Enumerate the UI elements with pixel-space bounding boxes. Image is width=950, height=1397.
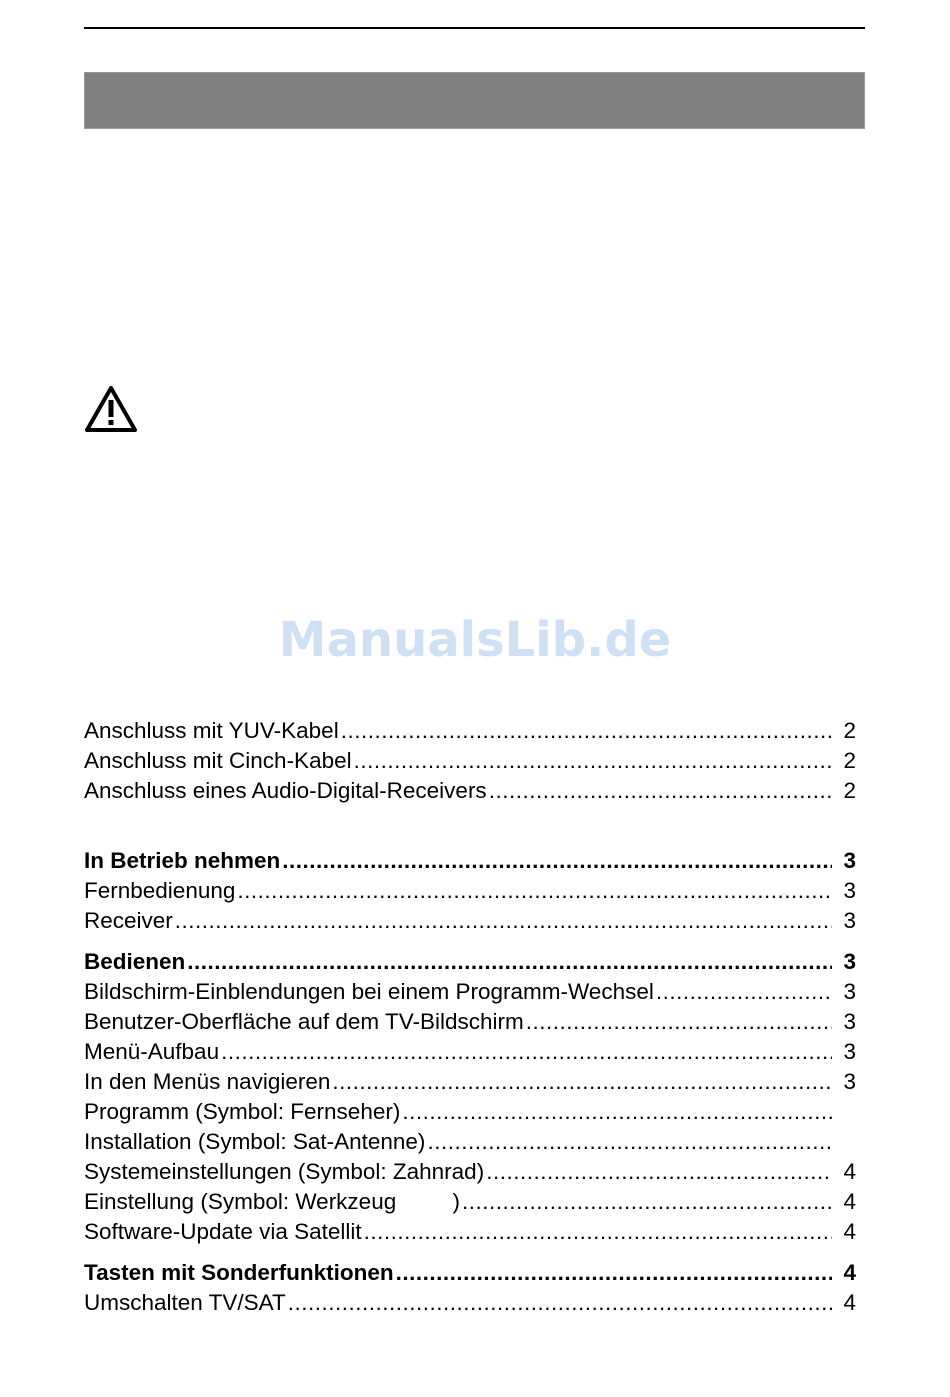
header-band: [84, 72, 865, 129]
toc-entry[interactable]: [84, 1097, 856, 1127]
toc-leader: [187, 947, 832, 977]
toc-entry-title: Systemeinstellungen (Symbol: Zahnrad): [84, 1159, 485, 1184]
toc-entry-title: Anschluss mit Cinch-Kabel: [84, 748, 352, 773]
toc-entry[interactable]: [84, 1288, 856, 1318]
toc-section[interactable]: [84, 846, 856, 876]
toc-leader: [427, 1127, 832, 1157]
toc-leader: [221, 1037, 832, 1067]
toc-entry[interactable]: [84, 876, 856, 906]
toc-entry-page: 3: [843, 1069, 856, 1094]
toc-leader: [402, 1097, 832, 1127]
table-of-contents: [84, 716, 856, 1318]
watermark: ManualsLib.de: [278, 612, 672, 668]
toc-entry-title: Fernbedienung: [84, 878, 236, 903]
spacer: [84, 806, 856, 846]
toc-entry[interactable]: [84, 1157, 856, 1187]
toc-leader: [237, 876, 832, 906]
toc-entry-page: 3: [843, 908, 856, 933]
toc-entry[interactable]: [84, 906, 856, 936]
toc-leader: [332, 1067, 832, 1097]
toc-leader: [288, 1288, 832, 1318]
toc-section[interactable]: [84, 947, 856, 977]
toc-entry-title: Receiver: [84, 908, 173, 933]
toc-entry-title: Installation (Symbol: Sat-Antenne): [84, 1129, 426, 1154]
toc-entry-title: Umschalten TV/SAT: [84, 1290, 286, 1315]
toc-entry-title: Menü-Aufbau: [84, 1039, 220, 1064]
toc-section-title: Bedienen: [84, 949, 186, 974]
toc-section-title: Tasten mit Sonderfunktionen: [84, 1260, 394, 1285]
toc-entry-page: 4: [843, 1189, 856, 1214]
spacer: [84, 1247, 856, 1258]
toc-section-page: 3: [843, 848, 856, 873]
toc-leader: [486, 1157, 832, 1187]
toc-section-title: In Betrieb nehmen: [84, 848, 281, 873]
toc-leader: [175, 906, 832, 936]
toc-leader: [364, 1217, 832, 1247]
warning-icon: [84, 385, 138, 433]
spacer: [84, 936, 856, 947]
toc-leader: [462, 1187, 832, 1217]
toc-entry[interactable]: [84, 1037, 856, 1067]
toc-entry[interactable]: [84, 746, 856, 776]
toc-entry-title: Anschluss mit YUV-Kabel: [84, 718, 339, 743]
toc-entry[interactable]: [84, 977, 856, 1007]
toc-entry-title: Anschluss eines Audio-Digital-Receivers: [84, 778, 487, 803]
toc-entry-title: Benutzer-Oberfläche auf dem TV-Bildschirm: [84, 1009, 524, 1034]
toc-leader: [282, 846, 832, 876]
toc-entry[interactable]: [84, 1067, 856, 1097]
toc-section[interactable]: [84, 1258, 856, 1288]
toc-entry[interactable]: [84, 1187, 856, 1217]
toc-entry[interactable]: [84, 1007, 856, 1037]
toc-entry-page: 4: [843, 1219, 856, 1244]
toc-entry[interactable]: [84, 716, 856, 746]
toc-leader: [396, 1258, 832, 1288]
toc-entry-page: 3: [843, 878, 856, 903]
toc-entry-page: 3: [843, 1009, 856, 1034]
toc-leader: [526, 1007, 832, 1037]
toc-leader: [341, 716, 832, 746]
toc-entry-page: 3: [843, 979, 856, 1004]
toc-entry-title: Software-Update via Satellit: [84, 1219, 362, 1244]
toc-entry[interactable]: [84, 776, 856, 806]
toc-section-page: 3: [843, 949, 856, 974]
toc-entry-page: 4: [843, 1290, 856, 1315]
toc-entry[interactable]: [84, 1127, 856, 1157]
toc-entry-page: 4: [843, 1159, 856, 1184]
toc-entry-title: In den Menüs navigieren: [84, 1069, 331, 1094]
toc-entry-title: Einstellung (Symbol: Werkzeug ): [84, 1189, 460, 1214]
toc-leader: [354, 746, 832, 776]
toc-entry-page: 3: [843, 1039, 856, 1064]
toc-entry-page: 2: [843, 748, 856, 773]
toc-entry-title: Bildschirm-Einblendungen bei einem Programm-Wechsel: [84, 979, 654, 1004]
top-rule: [84, 27, 865, 29]
toc-section-page: 4: [843, 1260, 856, 1285]
toc-entry[interactable]: [84, 1217, 856, 1247]
toc-entry-page: 2: [843, 718, 856, 743]
toc-leader: [489, 776, 832, 806]
toc-entry-page: 2: [843, 778, 856, 803]
toc-leader: [656, 977, 832, 1007]
toc-entry-title: Programm (Symbol: Fernseher): [84, 1099, 401, 1124]
